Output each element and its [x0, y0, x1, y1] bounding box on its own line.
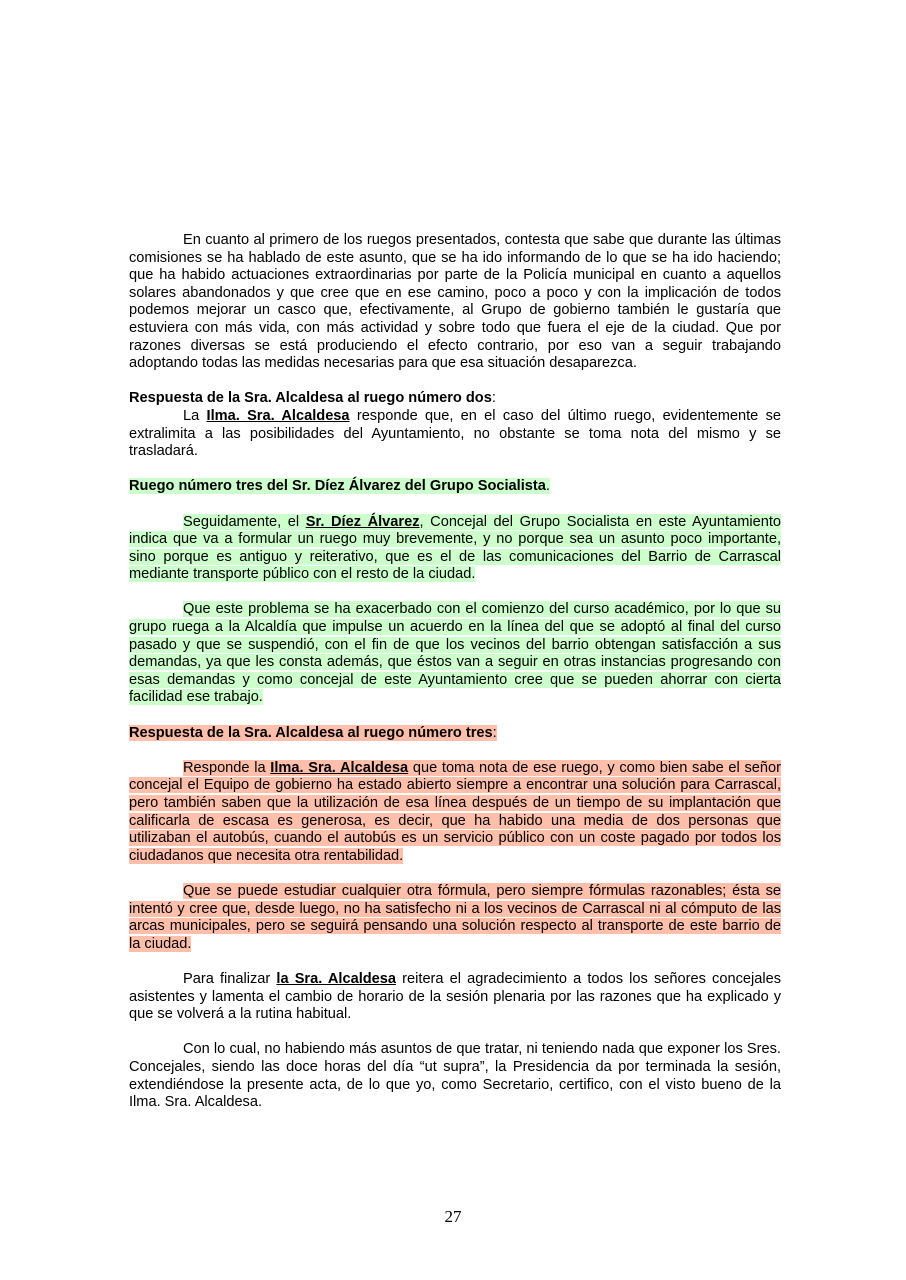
heading-response-three: [129, 725, 781, 743]
spacer: [129, 742, 781, 760]
spacer: [129, 865, 781, 883]
spacer: [129, 584, 781, 602]
spacer: [129, 953, 781, 971]
name-diez-alvarez: Sr. Díez Álvarez: [305, 513, 420, 530]
heading-colon: :: [492, 724, 497, 741]
highlight-red: [129, 725, 497, 741]
text-span: Para finalizar: [183, 970, 277, 987]
page-number: 27: [444, 1207, 462, 1226]
heading-response-three-text: Respuesta de la Sra. Alcaldesa al ruego número tres: [129, 724, 493, 741]
heading-ruego-three-text: Ruego número tres del Sr. Díez Álvarez del Grupo Socialista: [129, 478, 546, 495]
highlight-red: Que se puede estudiar cualquier otra fórmula, pero siempre fórmulas razonables; ésta se intentó y cree que, desde luego, no ha satisfecho ni a los vecinos de Carrascal ni al cómputo de las arcas municipales, pero se seguirá pensando una solución respecto al transporte de este barrio de la ciudad.: [129, 882, 781, 952]
text-span: que toma nota de ese ruego, y como bien sabe el señor concejal el Equipo de gobierno ha estado abierto siempre a encontrar una solución para Carrascal, pero también saben que la utilización de esa línea después de un tiempo de su implantación que calificarla de escasa es generosa, es decir, que ha habido una media de dos personas que utilizaban el autobús, cuando el autobús es un servicio público con un coste pagado por todos los ciudadanos que necesita otra rentabilidad.: [129, 759, 781, 864]
paragraph-ruego-three-detail: [129, 601, 781, 707]
heading-dot: .: [545, 478, 550, 495]
spacer: [129, 461, 781, 479]
text-span: reitera el agradecimiento a todos los señores concejales asistentes y lamenta el cambio de horario de la sesión plenaria por las razones que ha explicado y que se volverá a la rutina habitual.: [129, 970, 781, 1023]
name-sra-alcaldesa: la Sra. Alcaldesa: [276, 970, 397, 987]
text-span: , Concejal del Grupo Socialista en este Ayuntamiento indica que va a formular un ruego muy brevemente, y no porque sea un asunto poco importante, sino porque es antiguo y reiterativo, que es el de las comunicaciones del Barrio de Carrascal mediante transporte público con el resto de la ciudad.: [129, 513, 781, 583]
paragraph-first-response: En cuanto al primero de los ruegos presentados, contesta que sabe que durante las últimas comisiones se ha hablado de este asunto, que se ha ido informando de lo que se ha ido haciendo; que ha habido actuaciones extraordinarias por parte de la Policía municipal en cuanto a aquellos solares abandonados y que cree que en ese camino, poco a poco y con la implicación de todos podemos mejorar un casco que, efectivamente, al Grupo de gobierno también le gustaría que estuviera con más vida, con más actividad y sobre todo que fuera el eje de la ciudad. Que por razones diversas se está produciendo el efecto contrario, por eso van a seguir trabajando adoptando todas las medidas necesarias para que esa situación desaparezca.: [129, 232, 781, 372]
spacer: [129, 707, 781, 725]
name-alcaldesa: Ilma. Sra. Alcaldesa: [270, 759, 409, 776]
highlight-red: [129, 760, 781, 864]
paragraph-response-three: [129, 760, 781, 866]
spacer: [129, 373, 781, 391]
paragraph-response-two: [129, 408, 781, 461]
highlight-green: [129, 478, 550, 494]
heading-ruego-three: [129, 478, 781, 496]
heading-colon: :: [491, 390, 496, 407]
heading-response-two: [129, 390, 781, 408]
paragraph-closing-thanks: [129, 971, 781, 1024]
text-span: responde que, en el caso del último ruego, evidentemente se extralimita a las posibilidades del Ayuntamiento, no obstante se toma nota del mismo y se trasladará.: [129, 407, 781, 460]
text-span: Responde la: [183, 759, 271, 776]
paragraph-session-close: Con lo cual, no habiendo más asuntos de que tratar, ni teniendo nada que exponer los Sres. Concejales, siendo las doce horas del día “ut supra”, la Presidencia da por terminada la sesión, extendiéndose la presente acta, de lo que yo, como Secretario, certifico, con el visto bueno de la Ilma. Sra. Alcaldesa.: [129, 1041, 781, 1111]
spacer: [129, 1024, 781, 1042]
document-body: [129, 232, 781, 1112]
paragraph-ruego-three-intro: [129, 514, 781, 584]
text-span: Seguidamente, el: [183, 513, 306, 530]
spacer: [129, 496, 781, 514]
highlight-green: Que este problema se ha exacerbado con el comienzo del curso académico, por lo que su grupo ruega a la Alcaldía que impulse un acuerdo en la línea del que se adoptó al final del curso pasado y que se suspendió, con el fin de que los vecinos del barrio obtengan satisfacción a sus demandas, ya que les consta además, que éstos van a seguir en otras instancias progresando con esas demandas y como concejal de este Ayuntamiento cree que se pueden ahorrar con cierta facilidad ese trabajo.: [129, 601, 781, 706]
name-alcaldesa: Ilma. Sra. Alcaldesa: [206, 407, 350, 424]
paragraph-response-three-continued: [129, 883, 781, 953]
text-span: La: [183, 407, 207, 424]
highlight-green: [129, 514, 781, 583]
heading-response-two-text: Respuesta de la Sra. Alcaldesa al ruego número dos: [129, 390, 492, 407]
